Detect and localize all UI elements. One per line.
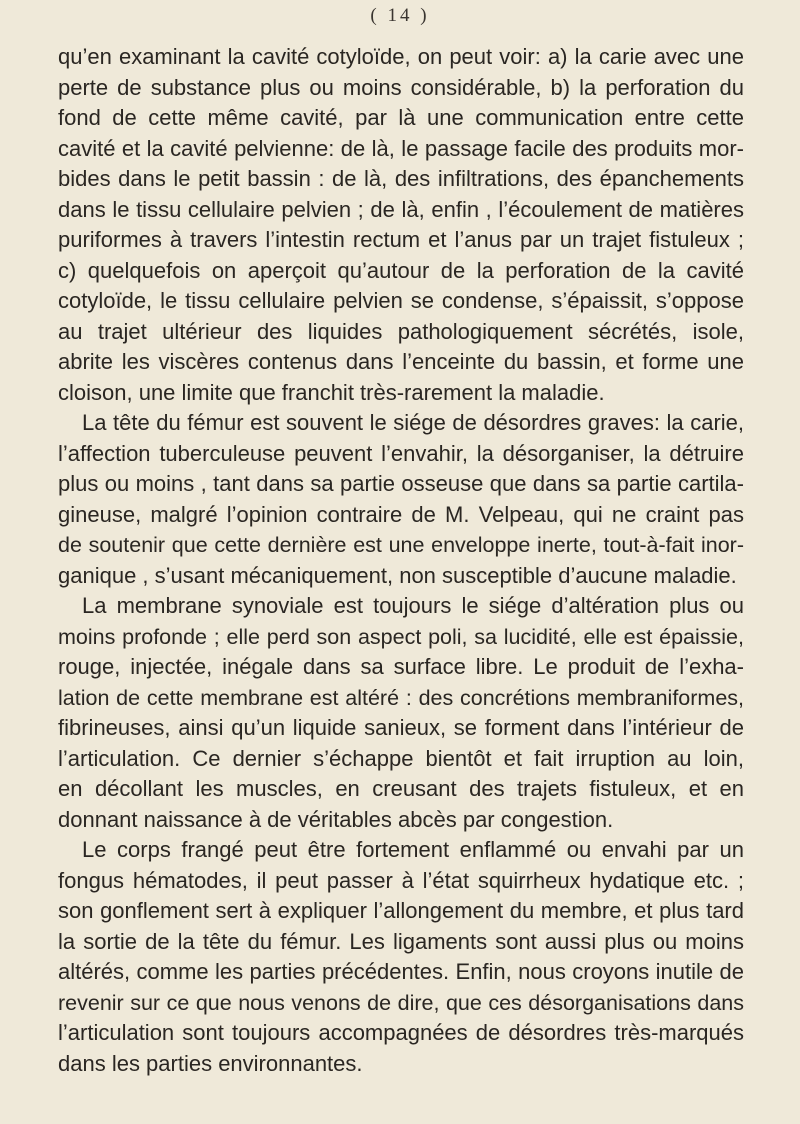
text-line: lation de cette membrane est altéré : des concrétions membraniformes,: [58, 685, 744, 710]
text-line: son gonflement sert à expliquer l’allongement du membre, et plus tard: [58, 898, 744, 923]
text-line: moins profonde ; elle perd son aspect poli, sa lucidité, elle est épaissie,: [58, 624, 744, 649]
text-line: plus ou moins , tant dans sa partie osseuse que dans sa partie cartila-: [58, 471, 744, 496]
text-line: La tête du fémur est souvent le siége de désordres graves: la carie,: [82, 410, 744, 435]
text-line: donnant naissance à de véritables abcès par congestion.: [58, 806, 614, 832]
text-line: rouge, injectée, inégale dans sa surface libre. Le produit de l’exha-: [58, 654, 744, 679]
text-line: revenir sur ce que nous venons de dire, que ces désorganisations dans: [58, 990, 744, 1015]
text-line: la sortie de la tête du fémur. Les ligaments sont aussi plus ou moins: [58, 928, 744, 954]
paragraph: [58, 42, 744, 408]
paragraph: [58, 835, 744, 1079]
page-number: ( 14 ): [370, 5, 430, 26]
text-line: cavité et la cavité pelvienne: de là, le passage facile des produits mor-: [58, 135, 744, 161]
text-line: en décollant les muscles, en creusant des trajets fistuleux, et en: [58, 776, 744, 801]
text-line: gineuse, malgré l’opinion contraire de M. Velpeau, qui ne craint pas: [58, 501, 744, 527]
text-line: au trajet ultérieur des liquides pathologiquement sécrétés, isole,: [58, 318, 744, 344]
text-line: cloison, une limite que franchit très-rarement la maladie.: [58, 379, 605, 405]
text-line: ganique , s’usant mécaniquement, non susceptible d’aucune maladie.: [58, 562, 737, 588]
text-line: bides dans le petit bassin : de là, des infiltrations, des épanchements: [58, 166, 744, 191]
text-line: La membrane synoviale est toujours le siége d’altération plus ou: [82, 593, 744, 618]
paragraph: [58, 408, 744, 591]
text-line: l’affection tuberculeuse peuvent l’envahir, la désorganiser, la détruire: [58, 440, 744, 466]
text-line: qu’en examinant la cavité cotyloïde, on peut voir: a) la carie avec une: [58, 44, 744, 69]
text-line: fibrineuses, ainsi qu’un liquide sanieux, se forment dans l’intérieur de: [58, 715, 744, 740]
paragraph: [58, 591, 744, 835]
text-line: Le corps frangé peut être fortement enflammé ou envahi par un: [82, 837, 744, 862]
text-line: de soutenir que cette dernière est une enveloppe inerte, tout-à-fait inor-: [58, 533, 744, 557]
text-line: l’articulation sont toujours accompagnées de désordres très-marqués: [58, 1020, 744, 1045]
text-line: abrite les viscères contenus dans l’enceinte du bassin, et forme une: [58, 349, 744, 374]
body-text: [58, 42, 744, 1079]
text-line: l’articulation. Ce dernier s’échappe bientôt et fait irruption au loin,: [58, 745, 744, 771]
text-line: dans les parties environnantes.: [58, 1050, 363, 1076]
text-line: cotyloïde, le tissu cellulaire pelvien se condense, s’épaissit, s’oppose: [58, 288, 744, 313]
text-line: fongus hématodes, il peut passer à l’état squirrheux hydatique etc. ;: [58, 867, 744, 893]
text-line: puriformes à travers l’intestin rectum et l’anus par un trajet fistuleux ;: [58, 227, 744, 252]
text-line: fond de cette même cavité, par là une communication entre cette: [58, 105, 744, 130]
text-line: dans le tissu cellulaire pelvien ; de là, enfin , l’écoulement de matières: [58, 196, 744, 222]
text-line: perte de substance plus ou moins considérable, b) la perforation du: [58, 74, 744, 100]
text-line: c) quelquefois on aperçoit qu’autour de la perforation de la cavité: [58, 257, 744, 283]
text-line: altérés, comme les parties précédentes. Enfin, nous croyons inutile de: [58, 959, 744, 984]
